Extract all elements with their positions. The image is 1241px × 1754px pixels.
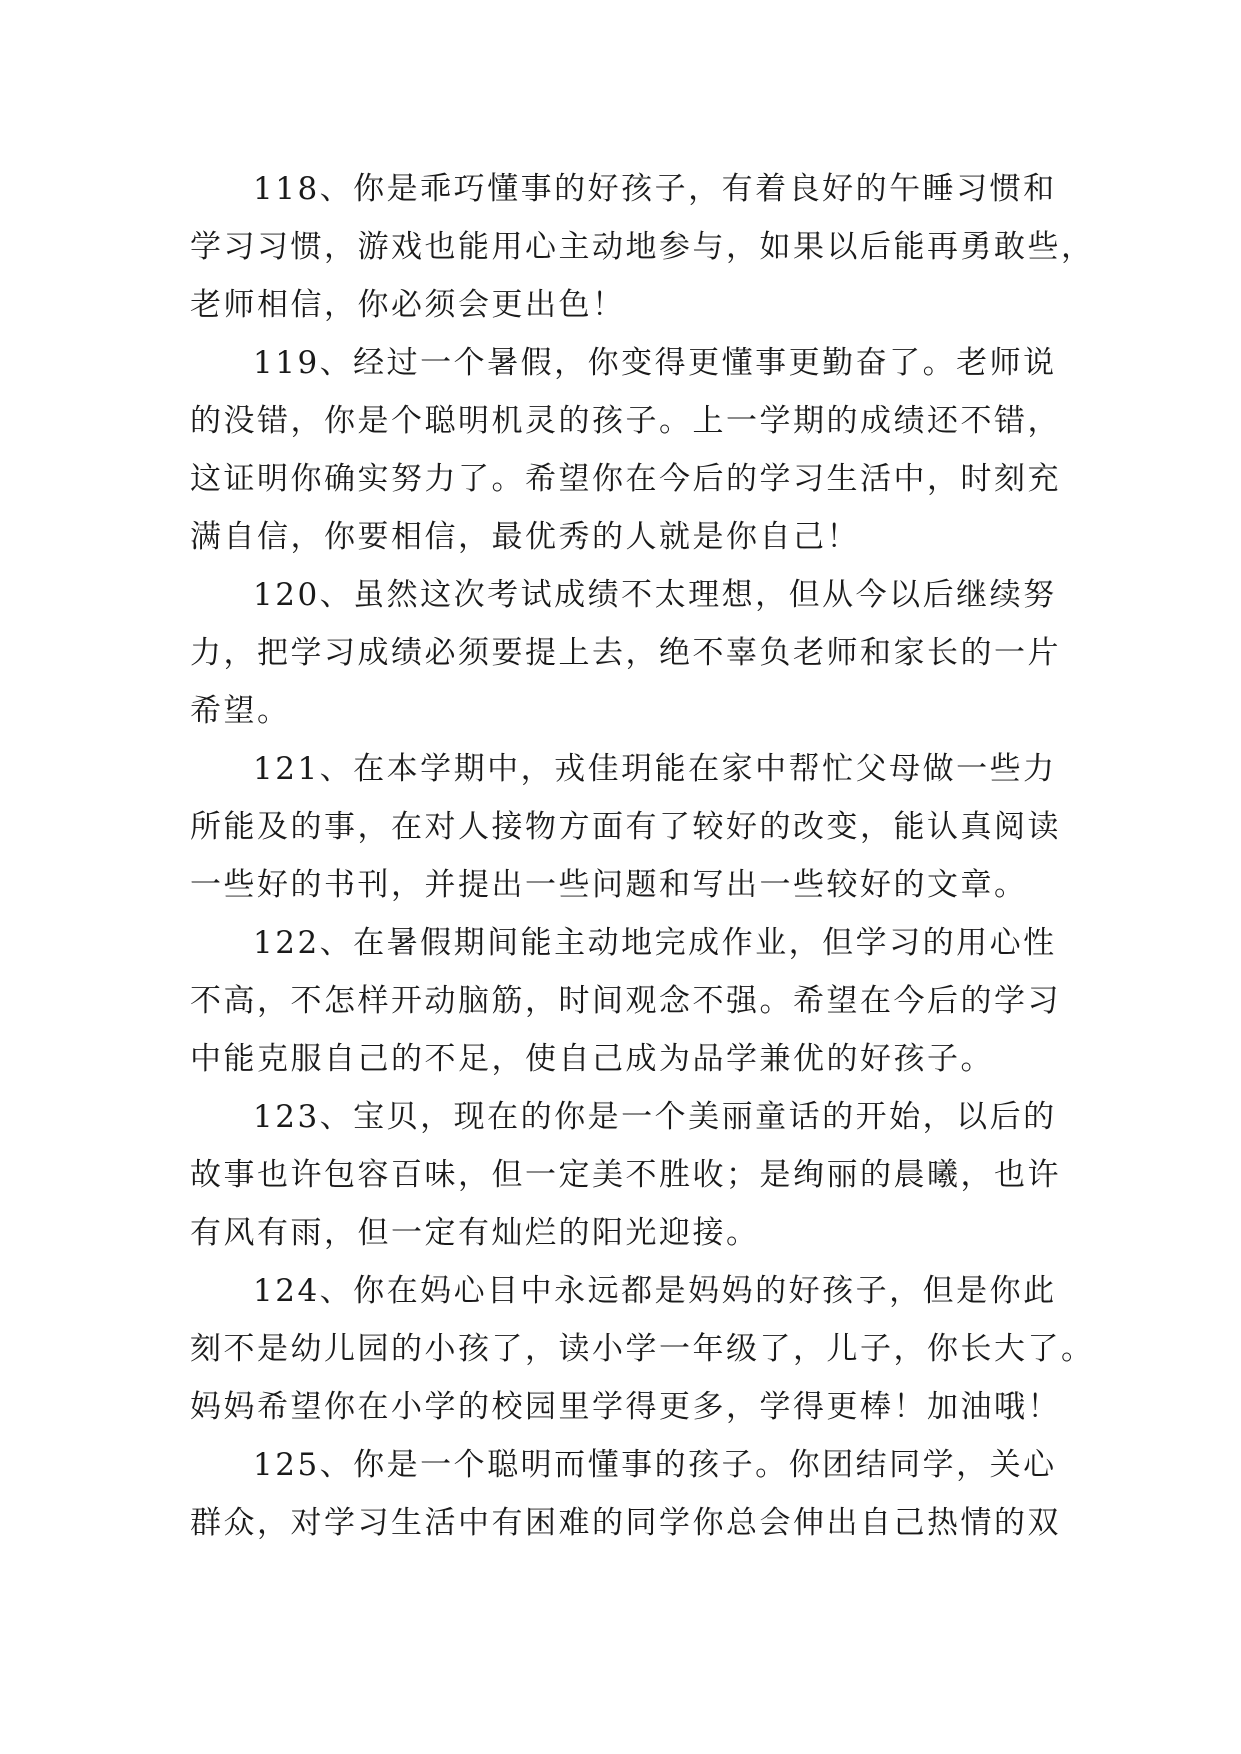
paragraph-line: 力，把学习成绩必须要提上去，绝不辜负老师和家长的一片 <box>190 635 1061 671</box>
paragraph-line: 125、你是一个聪明而懂事的孩子。你团结同学，关心 <box>253 1447 1057 1483</box>
paragraph-line: 群众，对学习生活中有困难的同学你总会伸出自己热情的双 <box>190 1505 1061 1541</box>
paragraph-125 <box>190 1436 1061 1552</box>
paragraph-121 <box>190 740 1061 914</box>
paragraph-line: 的没错，你是个聪明机灵的孩子。上一学期的成绩还不错， <box>190 403 1061 439</box>
paragraph-line: 123、宝贝，现在的你是一个美丽童话的开始，以后的 <box>253 1099 1057 1135</box>
paragraph-line: 刻不是幼儿园的小孩了，读小学一年级了，儿子，你长大了。 <box>190 1331 1095 1367</box>
paragraph-line: 122、在暑假期间能主动地完成作业，但学习的用心性 <box>253 925 1057 961</box>
paragraph-123 <box>190 1088 1061 1262</box>
document-body <box>190 160 1095 1552</box>
paragraph-120 <box>190 566 1061 740</box>
paragraph-line: 学习习惯，游戏也能用心主动地参与，如果以后能再勇敢些， <box>190 229 1095 265</box>
paragraph-line: 124、你在妈心目中永远都是妈妈的好孩子，但是你此 <box>253 1273 1057 1309</box>
paragraph-line: 妈妈希望你在小学的校园里学得更多，学得更棒！加油哦！ <box>190 1389 1061 1425</box>
paragraph-118 <box>190 160 1095 334</box>
paragraph-122 <box>190 914 1061 1088</box>
paragraph-line: 不高，不怎样开动脑筋，时间观念不强。希望在今后的学习 <box>190 983 1061 1019</box>
paragraph-line: 中能克服自己的不足，使自己成为品学兼优的好孩子。 <box>190 1041 994 1077</box>
paragraph-124 <box>190 1262 1095 1436</box>
paragraph-line: 满自信，你要相信，最优秀的人就是你自己！ <box>190 519 860 555</box>
paragraph-line: 119、经过一个暑假，你变得更懂事更勤奋了。老师说 <box>253 345 1057 381</box>
paragraph-line: 希望。 <box>190 693 291 729</box>
paragraph-line: 一些好的书刊，并提出一些问题和写出一些较好的文章。 <box>190 867 1028 903</box>
paragraph-line: 所能及的事，在对人接物方面有了较好的改变，能认真阅读 <box>190 809 1061 845</box>
paragraph-line: 老师相信，你必须会更出色！ <box>190 287 626 323</box>
paragraph-line: 118、你是乖巧懂事的好孩子，有着良好的午睡习惯和 <box>253 171 1057 207</box>
paragraph-line: 有风有雨，但一定有灿烂的阳光迎接。 <box>190 1215 760 1251</box>
paragraph-line: 120、虽然这次考试成绩不太理想，但从今以后继续努 <box>253 577 1057 613</box>
paragraph-119 <box>190 334 1061 566</box>
paragraph-line: 这证明你确实努力了。希望你在今后的学习生活中，时刻充 <box>190 461 1061 497</box>
paragraph-line: 故事也许包容百味，但一定美不胜收；是绚丽的晨曦，也许 <box>190 1157 1061 1193</box>
paragraph-line: 121、在本学期中，戎佳玥能在家中帮忙父母做一些力 <box>253 751 1057 787</box>
